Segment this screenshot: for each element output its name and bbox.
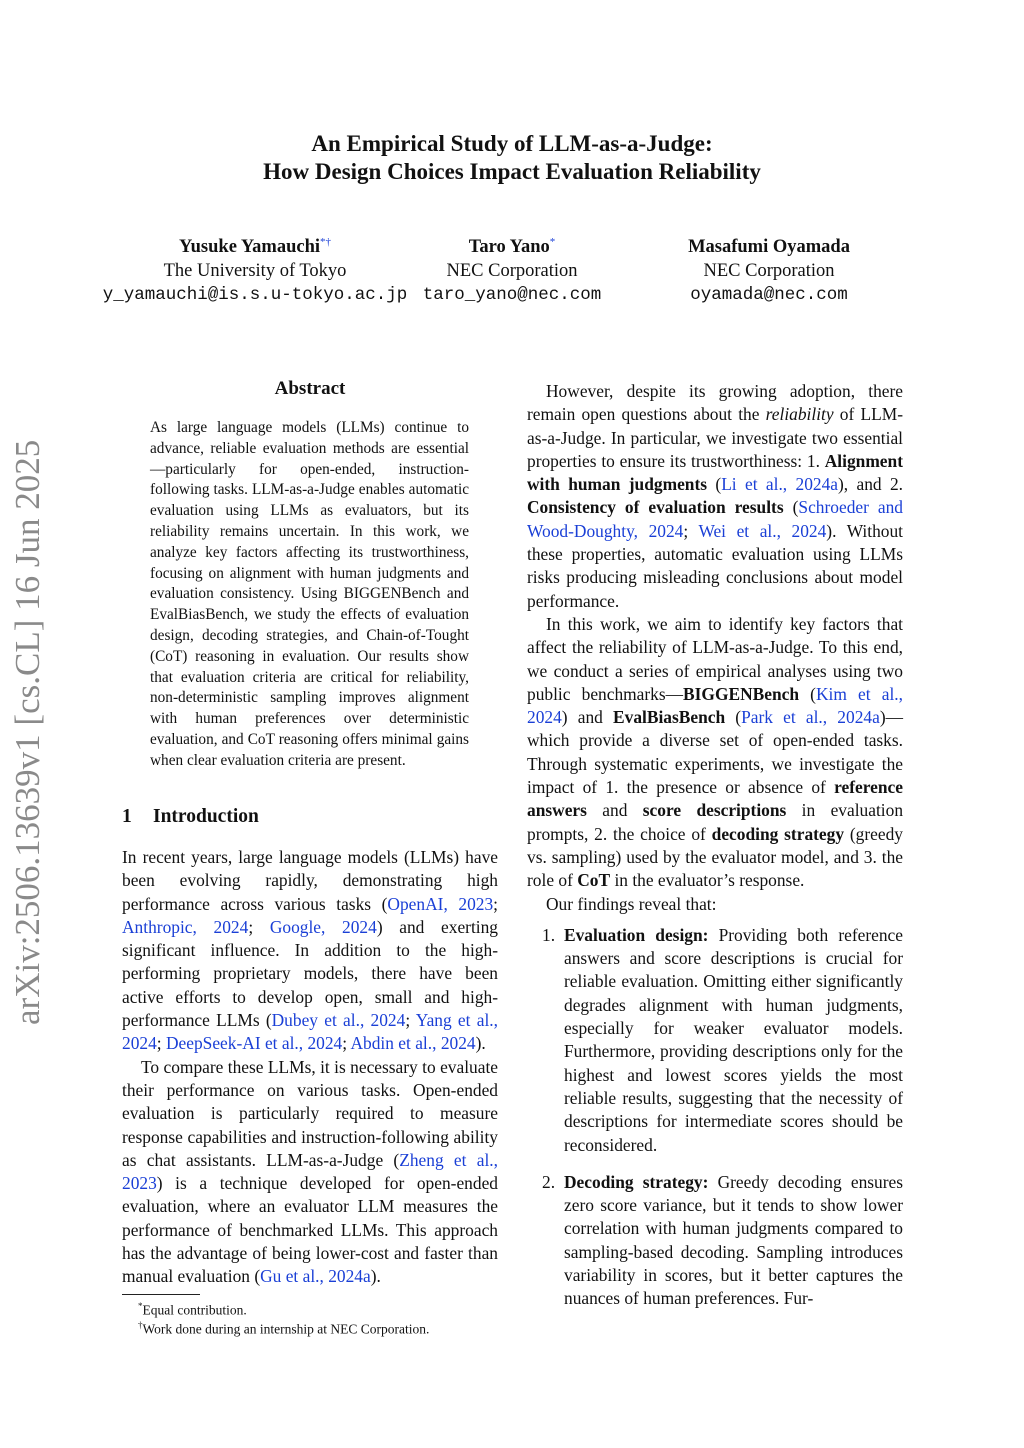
author-affiliation: NEC Corporation [446,261,578,282]
abstract-heading: Abstract [274,378,346,399]
intro-paragraph-3: However, despite its growing adoption, there remain open questions about the reliability of LLM-as-a-Judge. In particular, we investigate two essential properties to ensure its trustworthiness: 1. Alignment with human judgments (Li et al., 2024a), and 2. Consistency of evaluation results (Schroeder and Wood-Doughty, 2024; Wei et al., 2024). Without these properties, automatic evaluation using LLMs risks producing misleading conclusions about model performance. [527,381,904,611]
author-email: taro_yano@nec.com [422,285,602,306]
footnote-1: *Equal contribution. [138,1301,247,1318]
section-number: 1 [122,806,132,827]
section-heading-introduction [122,806,259,828]
left-column [122,846,498,1289]
author-affiliation: NEC Corporation [703,261,835,282]
author-block-1 [100,230,410,307]
citation-link[interactable]: Schroeder and Wood-Doughty, 2024 [527,497,904,541]
author-marks: *† [320,236,332,248]
intro-paragraph-1: In recent years, large language models (LLMs) have been evolving rapidly, demonstrating high performance across various tasks (OpenAI, 2023; Anthropic, 2024; Google, 2024) and exerting significant influence. In addition to the high-performing proprietary models, there have been active efforts to develop open, small and high-performance LLMs (Dubey et al., 2024; Yang et al., 2024; DeepSeek-AI et al., 2024; Abdin et al., 2024). [122,847,499,1054]
paper-title [0,130,1024,186]
author-affiliation: The University of Tokyo [163,261,347,282]
citation-link[interactable]: Li et al., 2024a [721,474,839,495]
list-item: 1. Evaluation design: Providing both reference answers and score descriptions is crucial for reliable evaluation. Omitting either significantly degrades alignment with human judgments, especially for weaker evaluator models. Furthermore, providing descriptions only for the highest and lowest scores yields the most reliable results, suggesting that the necessity of descriptions for intermediate scores should be reconsidered. [542,924,903,1155]
footnote-rule [122,1294,200,1295]
findings-list [527,924,903,1311]
title-line-2: How Design Choices Impact Evaluation Reliability [263,159,761,184]
author-email: y_yamauchi@is.s.u-tokyo.ac.jp [102,285,408,306]
citation-link[interactable]: Abdin et al., 2024 [350,1033,476,1054]
list-item: 2. Decoding strategy: Greedy decoding ensures zero score variance, but it tends to show lower correlation with human judgments compared to sampling-based decoding. Sampling introduces variability in scores, but it better captures the nuances of human preferences. Fur- [542,1171,904,1309]
author-name: Yusuke Yamauchi [178,237,321,258]
author-marks: * [549,236,556,248]
intro-paragraph-4: In this work, we aim to identify key factors that affect the reliability of LLM-as-a-Judge. To this end, we conduct a series of empirical analyses using two public benchmarks—BIGGENBench (Kim et al., 2024) and EvalBiasBench (Park et al., 2024a)—which provide a diverse set of open-ended tasks. Through systematic experiments, we investigate the impact of 1. the presence or absence of reference answers and score descriptions in evaluation prompts, 2. the choice of decoding strategy (greedy vs. sampling) used by the evaluator model, and 3. the role of CoT in the evaluator’s response. [527,613,904,891]
author-email: oyamada@nec.com [690,285,848,306]
citation-link[interactable]: Anthropic, 2024 [122,916,249,937]
citation-link[interactable]: Kim et al., 2024 [527,683,904,728]
author-block-2 [412,230,612,307]
arxiv-identifier: arXiv:2506.13639v1 [cs.CL] 16 Jun 2025 [8,439,47,1025]
citation-link[interactable]: Park et al., 2024a [741,707,880,728]
title-line-1: An Empirical Study of LLM-as-a-Judge: [311,131,713,156]
footnote-2: †Work done during an internship at NEC Corporation. [138,1320,430,1337]
citation-link[interactable]: Gu et al., 2024a [260,1266,371,1287]
right-column [527,380,903,1325]
citation-link[interactable]: Yang et al., 2024 [122,1010,498,1054]
author-name: Masafumi Oyamada [688,237,850,258]
citation-link[interactable]: Wei et al., 2024 [698,520,827,541]
abstract-text: As large language models (LLMs) continue to advance, reliable evaluation methods are essential—particularly for open-ended, instruction-following tasks. LLM-as-a-Judge enables automatic evaluation using LLMs as evaluators, but its reliability remains uncertain. In this work, we analyze key factors affecting its trustworthiness, focusing on alignment with human judgments and evaluation consistency. Using BIGGENBench and EvalBiasBench, we study the effects of evaluation design, decoding strategies, and Chain-of-Tought (CoT) reasoning in evaluation. Our results show that evaluation criteria are critical for reliability, non-deterministic sampling improves alignment with human preferences over deterministic evaluation, and CoT reasoning offers minimal gains when clear evaluation criteria are present. [150,419,469,769]
intro-paragraph-2: To compare these LLMs, it is necessary to evaluate their performance on various tasks. Open-ended evaluation is particularly required to measure response capabilities and instruction-following ability as chat assistants. LLM-as-a-Judge (Zheng et al., 2023) is a technique developed for open-ended evaluation, where an evaluator LLM measures the performance of benchmarked LLMs. This approach has the advantage of being lower-cost and faster than manual evaluation (Gu et al., 2024a). [122,1056,498,1287]
intro-paragraph-5: Our findings reveal that: [546,893,717,914]
author-block-3 [660,230,878,307]
citation-link[interactable]: OpenAI, 2023 [387,893,494,914]
citation-link[interactable]: Zheng et al., 2023 [122,1149,498,1194]
author-name: Taro Yano [468,237,550,258]
citation-link[interactable]: Dubey et al., 2024 [271,1010,406,1031]
citation-link[interactable]: DeepSeek-AI et al., 2024 [165,1033,343,1054]
citation-link[interactable]: Google, 2024 [269,916,377,937]
section-title: Introduction [153,806,259,827]
